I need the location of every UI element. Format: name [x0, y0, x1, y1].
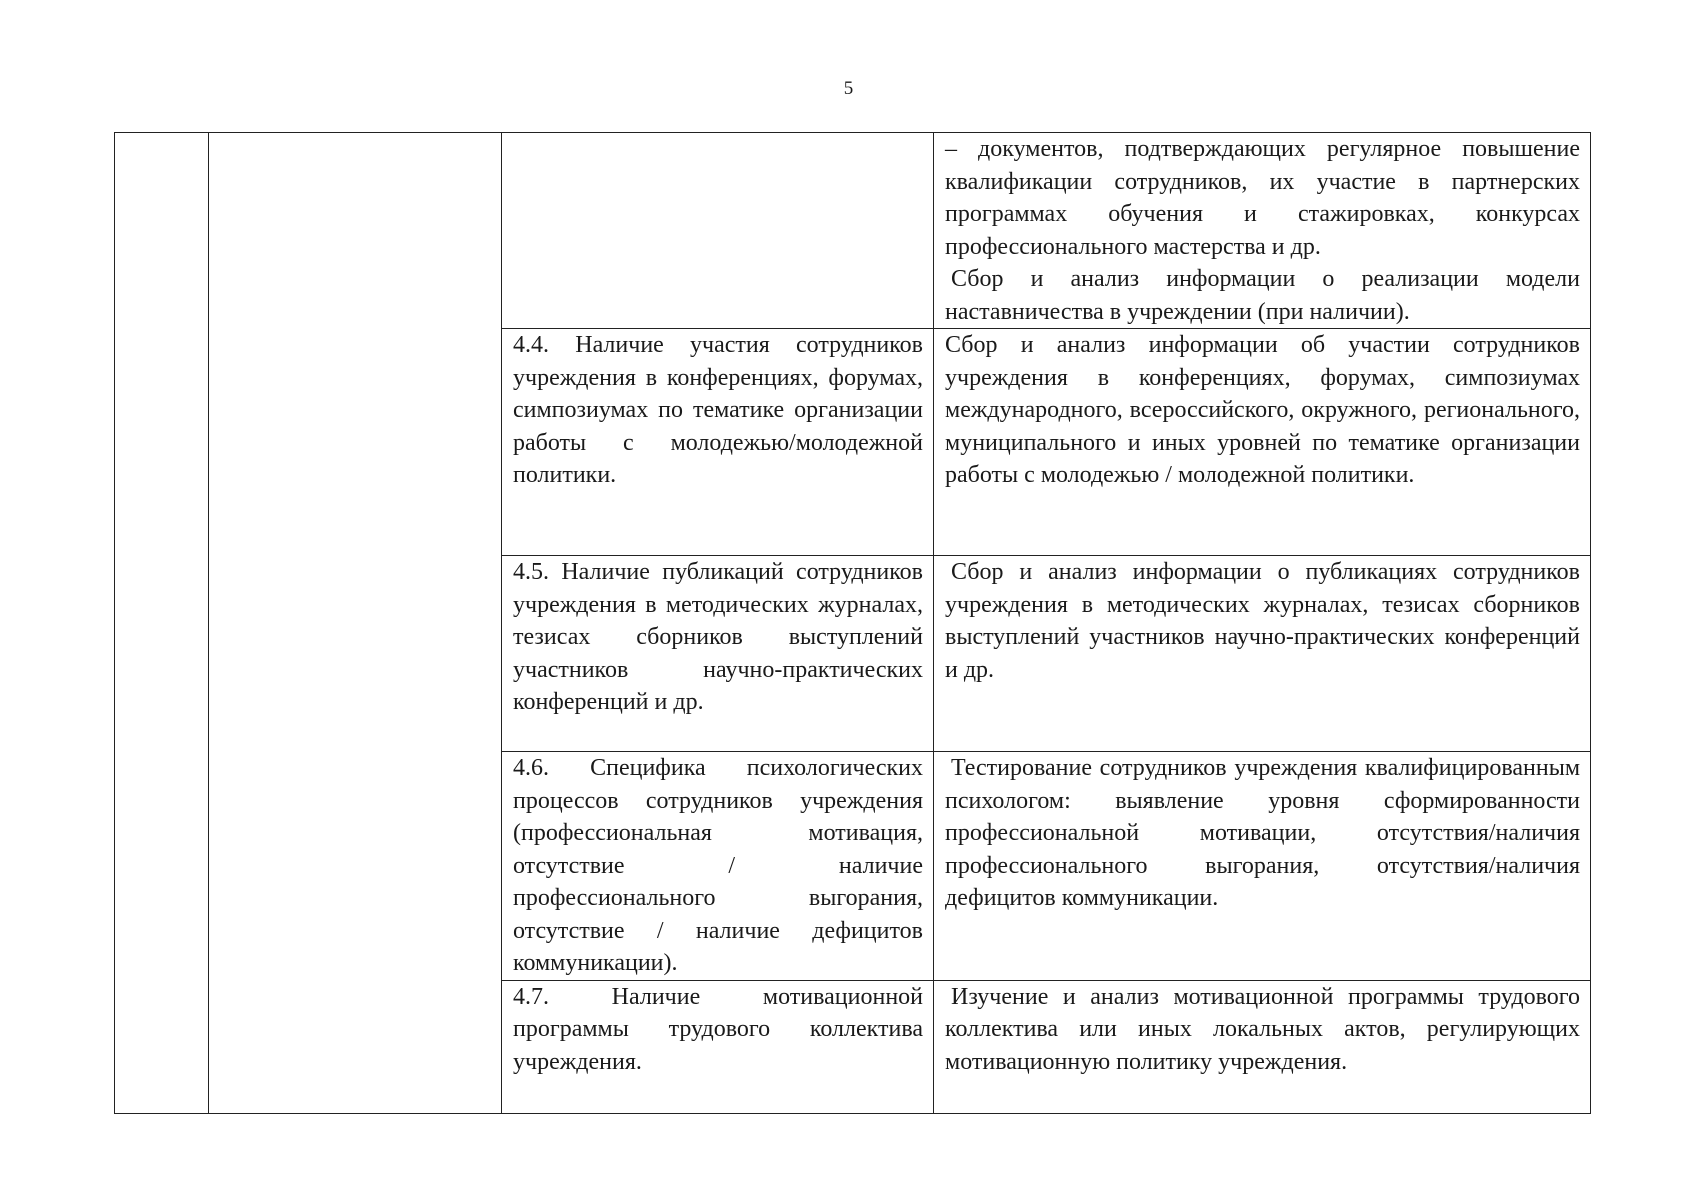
criterion-cell: 4.4. Наличие участия сотрудников учреждения в конференциях, форумах, симпозиумах по тематике организации работы с молодежью/молодежной политики. — [502, 329, 934, 556]
method-paragraph: Сбор и анализ информации о реализации модели наставничества в учреждении (при наличии). — [945, 266, 1580, 325]
method-cell: Сбор и анализ информации о публикациях сотрудников учреждения в методических журналах, тезисах сборников выступлений участников научно-практических конференций и др. — [934, 556, 1591, 752]
method-cell: Сбор и анализ информации об участии сотрудников учреждения в конференциях, форумах, симпозиумах международного, всероссийского, окружного, регионального, муниципального и иных уровней по тематике организации работы с молодежью / молодежной политики. — [934, 329, 1591, 556]
assessment-table — [114, 132, 1591, 1114]
number-column-cell — [115, 133, 209, 1114]
table-row-continuation — [115, 133, 1591, 329]
criterion-cell: 4.5. Наличие публикаций сотрудников учреждения в методических журналах, тезисах сборников выступлений участников научно-практических конференций и др. — [502, 556, 934, 752]
criterion-cell: 4.7. Наличие мотивационной программы трудового коллектива учреждения. — [502, 980, 934, 1113]
page-number: 5 — [843, 78, 854, 99]
method-cell: Изучение и анализ мотивационной программы трудового коллектива или иных локальных актов, регулирующих мотивационную политику учреждения. — [934, 980, 1591, 1113]
method-cell-continuation — [934, 133, 1591, 329]
method-paragraph: – документов, подтверждающих регулярное повышение квалификации сотрудников, их участие в партнерских программах обучения и стажировках, конкурсах профессионального мастерства и др. — [945, 136, 1580, 260]
criterion-cell: 4.6. Специфика психологических процессов сотрудников учреждения (профессиональная мотивация, отсутствие / наличие профессионального выгорания, отсутствие / наличие дефицитов коммуникации). — [502, 752, 934, 981]
method-cell: Тестирование сотрудников учреждения квалифицированным психологом: выявление уровня сформированности профессиональной мотивации, отсутствия/наличия профессионального выгорания, отсутствия/наличия дефицитов коммуникации. — [934, 752, 1591, 981]
indicator-column-cell — [209, 133, 502, 1114]
criterion-cell-empty — [502, 133, 934, 329]
